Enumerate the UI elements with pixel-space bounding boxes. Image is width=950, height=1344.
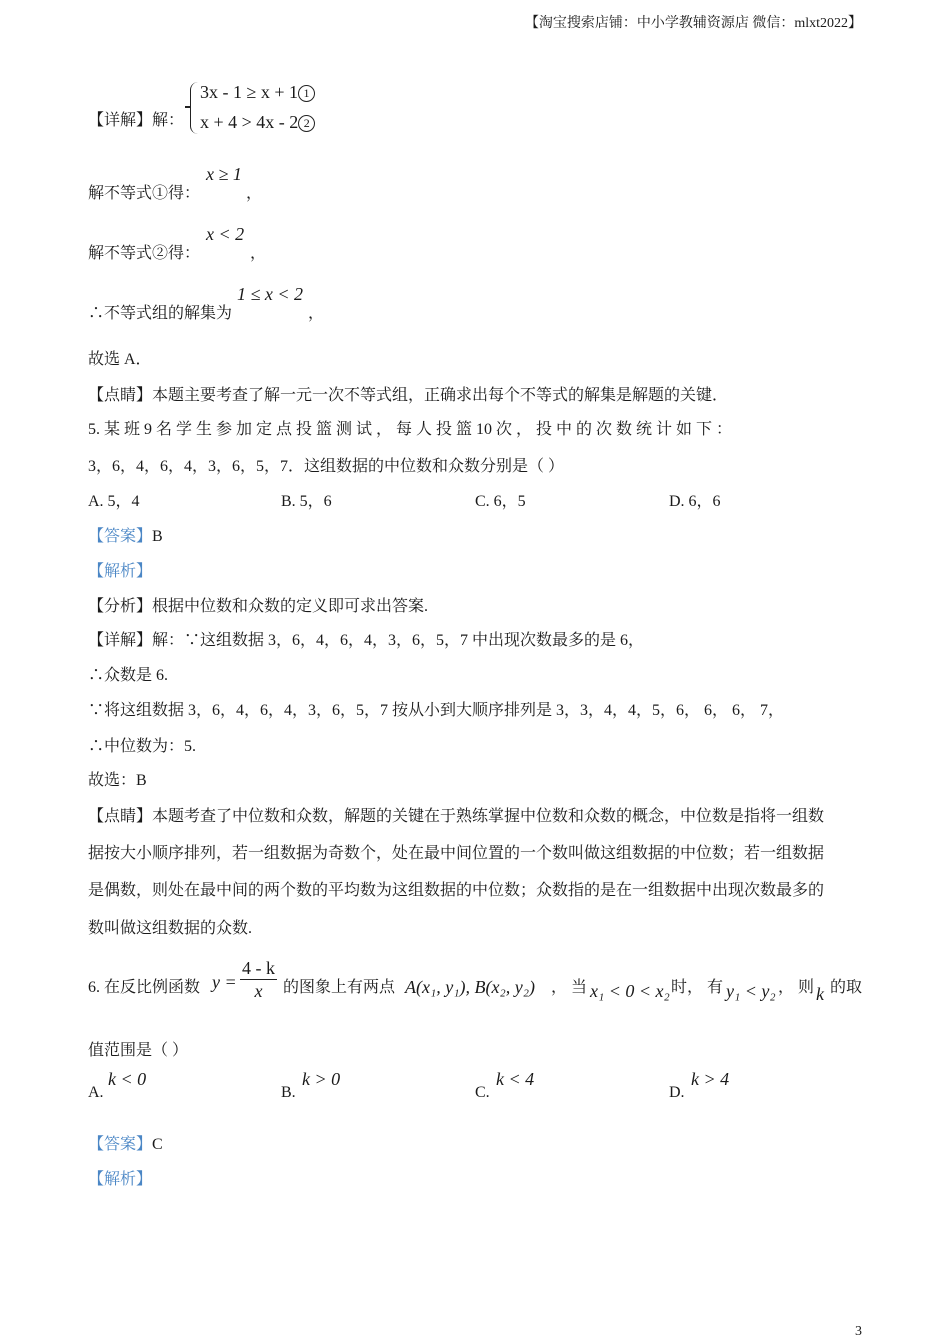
solset-tail: ， — [308, 305, 325, 322]
q6-option-a-letter: A. — [88, 1084, 104, 1101]
circled-1-icon: 1 — [298, 85, 315, 102]
q6-option-a-math: k < 0 — [108, 1069, 147, 1089]
q6-answer — [88, 1131, 163, 1154]
q6-fraction — [240, 957, 277, 1002]
circled-2-icon: 2 — [298, 115, 315, 132]
q5-comment-line-3: 是偶数，则处在最中间的两个数的平均数为这组数据的中位数；众数指的是在一组数据中出现次数最多的 — [88, 882, 825, 899]
answer-label: 【答案】 — [88, 1136, 153, 1153]
q4-comment: 【点睛】本题主要考查了解一元一次不等式组，正确求出每个不等式的解集是解题的关键． — [88, 387, 729, 404]
q5-analysis-label: 【解析】 — [88, 563, 153, 580]
q5-comment-line-4: 数叫做这组数据的众数. — [88, 920, 253, 937]
q5-detail: 【详解】解：∵这组数据 3，6，4，6，4，3，6，5，7 中出现次数最多的是 6， — [88, 632, 645, 649]
page-header: 【淘宝搜索店铺：中小学教辅资源店 微信：mlxt2022】 — [524, 16, 862, 31]
q6-stem-then: 时， 有 — [671, 979, 724, 996]
answer-value: C — [152, 1136, 163, 1153]
q6-condition-y: y₁ < y₂ — [726, 981, 776, 1001]
q5-option-b: B. 5，6 — [281, 493, 332, 510]
fraction-denominator: x — [254, 981, 263, 1001]
answer-value: B — [152, 528, 163, 545]
detail-label: 【详解】解： — [88, 112, 185, 129]
q5-stem-line2: 3，6，4，6，4，3，6，5，7．这组数据的中位数和众数分别是（ ） — [88, 458, 565, 475]
system-line-2: x + 4 > 4x - 2 2 — [200, 112, 315, 133]
q6-stem-mid: 的图象上有两点 — [283, 979, 396, 996]
solset-math: 1 ≤ x < 2 — [237, 284, 304, 304]
q6-stem-when: ， 当 — [551, 979, 588, 996]
ineq1-text: 解不等式①得： — [88, 185, 201, 202]
q5-answer — [88, 523, 163, 546]
q6-k: k — [816, 984, 824, 1004]
solset-text: ∴不等式组的解集为 — [88, 305, 233, 322]
ineq2-math: x < 2 — [206, 224, 245, 244]
q5-sorted: ∵将这组数据 3，6，4，6，4，3，6，5，7 按从小到大顺序排列是 3，3，4，4，5，6， 6， 6， 7， — [88, 702, 785, 719]
ineq1-math: x ≥ 1 — [206, 164, 242, 184]
q4-choose: 故选 A． — [88, 351, 152, 368]
q6-option-d-math: k > 4 — [691, 1069, 730, 1089]
q6-stem-ze: ， 则 — [778, 979, 815, 996]
q6-stem-line2: 值范围是（ ） — [88, 1042, 189, 1059]
q5-option-c: C. 6，5 — [475, 493, 526, 510]
page-number: 3 — [855, 1324, 862, 1339]
q5-mode: ∴众数是 6. — [88, 667, 169, 684]
answer-label: 【答案】 — [88, 528, 153, 545]
q5-median: ∴中位数为：5. — [88, 738, 197, 755]
q5-choose: 故选：B — [88, 772, 147, 789]
fraction-numerator: 4 - k — [242, 958, 275, 978]
ineq2-text: 解不等式②得： — [88, 245, 201, 262]
q5-comment-line-2: 据按大小顺序排列，若一组数据为奇数个，处在最中间位置的一个数叫做这组数据的中位数；若一组数据 — [88, 845, 825, 862]
q6-option-b-letter: B. — [281, 1084, 296, 1101]
q6-condition-x: x₁ < 0 < x₂ — [590, 981, 670, 1001]
system-line-1: 3x - 1 ≥ x + 1 1 — [200, 82, 315, 103]
q6-y-eq: y = — [212, 972, 237, 992]
q5-analysis: 【分析】根据中位数和众数的定义即可求出答案. — [88, 598, 429, 615]
q6-analysis-label: 【解析】 — [88, 1171, 153, 1188]
q6-option-c-math: k < 4 — [496, 1069, 535, 1089]
q5-option-d: D. 6，6 — [669, 493, 721, 510]
q6-points: A(x₁, y₁), B(x₂, y₂) — [405, 977, 535, 997]
q5-option-a: A. 5，4 — [88, 493, 140, 510]
q5-stem-line1: 5. 某 班 9 名 学 生 参 加 定 点 投 篮 测 试 ， 每 人 投 篮 10 次 ， 投 中 的 次 数 统 计 如 下 ： — [88, 421, 733, 438]
q5-comment-line-1: 【点睛】本题考查了中位数和众数，解题的关键在于熟练掌握中位数和众数的概念，中位数是指将一组数 — [88, 808, 825, 825]
ineq2-tail: ， — [250, 245, 267, 262]
q6-option-b-math: k > 0 — [302, 1069, 341, 1089]
ineq1-tail: ， — [246, 185, 263, 202]
q6-stem-end: 的取 — [830, 979, 863, 996]
q6-stem-pre: 6. 在反比例函数 — [88, 979, 201, 996]
q6-option-c-letter: C. — [475, 1084, 490, 1101]
system-brace — [190, 82, 199, 134]
q6-option-d-letter: D. — [669, 1084, 685, 1101]
